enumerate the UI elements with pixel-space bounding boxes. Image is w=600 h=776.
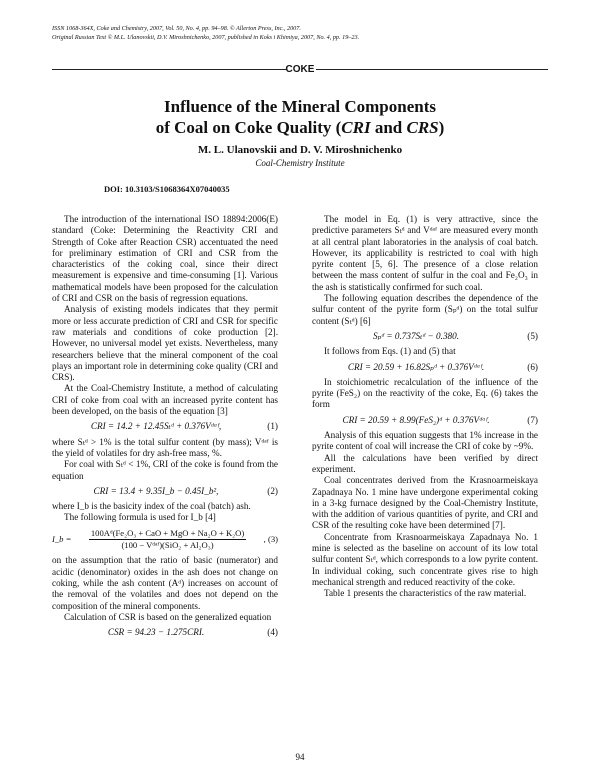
equation-1: CRI = 14.2 + 12.45Sₜᵈ + 0.376Vᵈᵃᶠ, (1) bbox=[90, 421, 278, 432]
equation-7: CRI = 20.59 + 8.99(FeS₂)ᵈ + 0.376Vᵈᵃᶠ. (7) bbox=[342, 414, 538, 425]
section-rule-right bbox=[316, 69, 548, 70]
right-paragraph-8: Concentrate from Krasnoarmeiskaya Zapadnaya No. 1 mine is selected as the baseline on account of its low total sulfur content Sₜᵈ, which corresponds to a low pyrite content. In individual coking, such concentrate gives rise to high mechanical strength and reduced reactivity of the coke. bbox=[312, 531, 538, 587]
left-paragraph-3: At the Coal-Chemistry Institute, a method of calculating CRI of coke from coal with an increased pyrite content has been developed, on the basis of the equation [3] bbox=[52, 383, 278, 417]
right-paragraph-7: Coal concentrates derived from the Krasnoarmeiskaya Zapadnaya No. 1 mine have undergone experimental coking in a 3-kg furnace designed by the Coal-Chemistry Institute, with the addition of various quantities of pyrite, and CRI and CSR of the resulting coke have been determined [7]. bbox=[312, 475, 538, 531]
header-line-2: Original Russian Text © M.L. Ulanovskii, D.V. Miroshnichenko, 2007, published in Koks i Khimiya, 2007, No. 4, pp. 19–23. bbox=[52, 34, 360, 41]
right-paragraph-1: The model in Eq. (1) is very attractive, since the predictive parameters Sₜᵈ and Vᵈᵃᶠ are measured every month at all central plant laboratories in the analysis of coal batch. However, its applicability is restricted to coal with high pyrite content [5, 6]. The presence of a close relation between the mass content of sulfur in the coal and Fe₂O₃ in the ash is statistically confirmed for such coal. bbox=[312, 214, 538, 292]
right-paragraph-2: The following equation describes the dependence of the sulfur content of the pyrite form (Sₚᵈ) on the total sulfur content (Sₜᵈ) [6] bbox=[312, 293, 538, 326]
equation-6: CRI = 20.59 + 16.82Sₚᵈ + 0.376Vᵈᵃᶠ. (6) bbox=[347, 361, 538, 372]
left-paragraph-2: Analysis of existing models indicates that they permit more or less accurate prediction of CRI and CSR for specific raw materials and conditions of coke production [2]. However, no universal model yet exists. Nevertheless, many researchers believe that the mineral component of the coal plays an important role in determining coke quality (CRI and CRS). bbox=[52, 304, 278, 383]
article-title bbox=[0, 96, 600, 138]
right-paragraph-9: Table 1 presents the characteristics of the raw material. bbox=[324, 588, 527, 599]
page-number: 94 bbox=[295, 752, 305, 762]
right-paragraph-5: Analysis of this equation suggests that 1% increase in the pyrite content of coal will increase the CRI of coke by ~9%. bbox=[312, 430, 538, 452]
left-paragraph-7: The following formula is used for I_b [4] bbox=[64, 512, 216, 523]
section-label: COKE bbox=[285, 64, 315, 75]
left-paragraph-1: The introduction of the international ISO 18894:2006(E) standard (Coke: Determining the Reactivity CRI and Strength of Coke after Reaction CSR) accentuated the need for preliminary estimation of CRI and CSR from the characteristics of the coking coal, since their direct measurement is expensive and time-consuming [1]. Various mathematical models have been proposed for the calculation of CRI and CSR on the basis of regression equations. bbox=[52, 214, 278, 304]
equation-4: CSR = 94.23 − 1.275CRI. (4) bbox=[107, 627, 278, 638]
left-paragraph-6: where I_b is the basicity index of the coal (batch) ash. bbox=[52, 501, 251, 512]
right-paragraph-4: In stoichiometric recalculation of the influence of the pyrite (FeS₂) on the reactivity of the coke, Eq. (6) takes the form bbox=[312, 376, 538, 410]
journal-header bbox=[52, 24, 359, 42]
left-paragraph-5: For coal with Sₜᵈ < 1%, CRI of the coke is found from the equation bbox=[52, 459, 278, 481]
header-line-1: ISSN 1068-364X, Coke and Chemistry, 2007, Vol. 50, No. 4, pp. 94–98. © Allerton Press, Inc., 2007. bbox=[52, 25, 301, 32]
title-line-2: of Coal on Coke Quality (CRI and CRS) bbox=[155, 118, 445, 137]
left-paragraph-8: on the assumption that the ratio of basic (numerator) and acidic (denominator) oxides in the ash does not change on coking, while the ash content (Aᵈ) increases on account of the removal of the volatiles and does not depend on the composition of the mineral components. bbox=[52, 555, 278, 611]
left-paragraph-9: Calculation of CSR is based on the generalized equation bbox=[64, 611, 272, 622]
title-line-1: Influence of the Mineral Components bbox=[164, 97, 436, 116]
equation-3: I_b = $\frac{\text{100Aᵈ(Fe₂O₃ + CaO + MgO + Na₂O + K₂O)}}{\text{(100 − Vᵈᵃᶠ)(SiO₂ + Al₂O₃)}}$ , (3) bbox=[52, 527, 278, 551]
authors: M. L. Ulanovskii and D. V. Miroshnichenko bbox=[197, 144, 403, 156]
right-paragraph-6: All the calculations have been verified by direct experiment. bbox=[312, 452, 538, 474]
doi: DOI: 10.3103/S1068364X07040035 bbox=[104, 184, 230, 194]
equation-2: CRI = 13.4 + 9.35I_b − 0.45I_b², (2) bbox=[93, 485, 278, 496]
left-paragraph-4: where Sₜᵈ > 1% is the total sulfur content (by mass); Vᵈᵃᶠ is the yield of volatiles for dry ash-free mass, %. bbox=[52, 436, 278, 458]
right-paragraph-3: It follows from Eqs. (1) and (5) that bbox=[324, 346, 456, 357]
affiliation: Coal-Chemistry Institute bbox=[255, 158, 345, 168]
left-column bbox=[52, 214, 278, 642]
right-column bbox=[312, 214, 538, 600]
equation-5: Sₚᵈ = 0.737Sₜᵈ − 0.380. (5) bbox=[372, 330, 538, 341]
